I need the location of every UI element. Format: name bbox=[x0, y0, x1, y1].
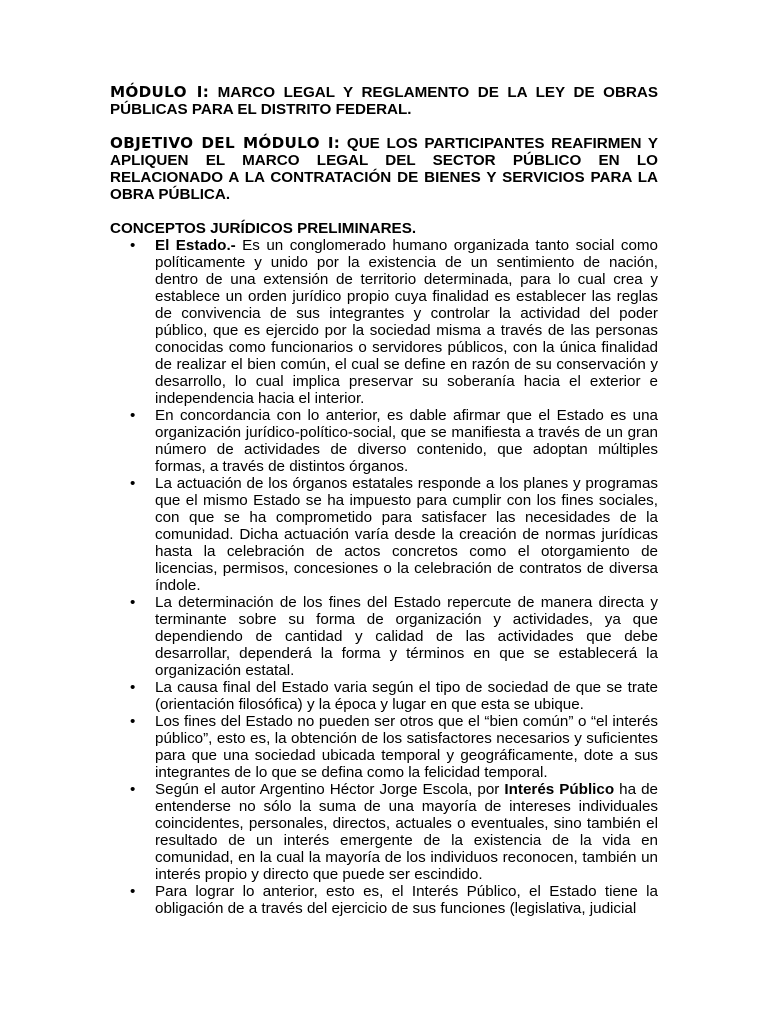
concepts-list bbox=[110, 237, 658, 917]
list-item bbox=[110, 713, 658, 781]
bullet-icon: • bbox=[130, 679, 136, 696]
list-item-bold: Interés Público bbox=[504, 781, 615, 798]
list-item bbox=[110, 237, 658, 407]
objective-label: OBJETIVO DEL MÓDULO I: bbox=[110, 134, 341, 152]
bullet-icon: • bbox=[130, 237, 136, 254]
section-title: CONCEPTOS JURÍDICOS PRELIMINARES. bbox=[110, 220, 417, 237]
list-item bbox=[110, 475, 658, 594]
list-item bbox=[110, 679, 658, 713]
list-item-text: La causa final del Estado varia según el tipo de sociedad de que se trate (orientación filosófica) y la época y lugar en que esta se ubique. bbox=[155, 679, 658, 713]
module-heading bbox=[110, 84, 658, 118]
list-item-text: Los fines del Estado no pueden ser otros que el “bien común” o “el interés público”, esto es, la obtención de los satisfactores necesarios y suficientes para que una sociedad ubicada temporal y geográficamente, dote a sus integrantes de lo que se defina como la felicidad temporal. bbox=[155, 713, 658, 781]
list-item bbox=[110, 883, 658, 917]
module-title: MARCO LEGAL Y REGLAMENTO DE LA LEY DE OBRAS PÚBLICAS PARA EL DISTRITO FEDERAL. bbox=[110, 84, 658, 118]
bullet-icon: • bbox=[130, 883, 136, 900]
bullet-icon: • bbox=[130, 713, 136, 730]
list-item bbox=[110, 781, 658, 883]
bullet-icon: • bbox=[130, 781, 136, 798]
bullet-icon: • bbox=[130, 475, 136, 492]
objective-heading bbox=[110, 135, 658, 203]
list-item-text: En concordancia con lo anterior, es dable afirmar que el Estado es una organización jurídico-político-social, que se manifiesta a través de un gran número de actividades de diverso contenido, que adoptan múltiples formas, a través de distintos órganos. bbox=[155, 407, 658, 475]
list-item-text: Es un conglomerado humano organizada tanto social como políticamente y unido por la existencia de un sentimiento de nación, dentro de una extensión de territorio determinada, para lo cual crea y establece un orden jurídico propio cuya finalidad es establecer las reglas de convivencia de sus integrantes y controlar la actividad del poder público, que es ejercido por la sociedad misma a través de las personas conocidas como funcionarios o servidores públicos, con la única finalidad de realizar el bien común, el cual se define en razón de su conservación y desarrollo, lo cual implica preservar su soberanía hacia el exterior e independencia hacia el interior. bbox=[155, 237, 658, 407]
list-item-text: Para lograr lo anterior, esto es, el Interés Público, el Estado tiene la obligación de a través del ejercicio de sus funciones (legislativa, judicial bbox=[155, 883, 658, 917]
bullet-icon: • bbox=[130, 407, 136, 424]
bullet-icon: • bbox=[130, 594, 136, 611]
list-item bbox=[110, 594, 658, 679]
list-item-bold: El Estado.- bbox=[155, 237, 236, 254]
list-item bbox=[110, 407, 658, 475]
document-page bbox=[110, 84, 658, 917]
list-item-text: La actuación de los órganos estatales responde a los planes y programas que el mismo Estado se ha impuesto para cumplir con los fines sociales, con que se ha comprometido para satisfacer las necesidades de la comunidad. Dicha actuación varía desde la creación de normas jurídicas hasta la celebración de actos concretos como el otorgamiento de licencias, permisos, concesiones o la celebración de contratos de diversa índole. bbox=[155, 475, 658, 594]
list-item-text: La determinación de los fines del Estado repercute de manera directa y terminante sobre su forma de organización y actividades, ya que dependiendo de cantidad y calidad de las actividades que debe desarrollar, dependerá la forma y términos en que se establecerá la organización estatal. bbox=[155, 594, 658, 679]
module-label: MÓDULO I: bbox=[110, 83, 210, 101]
list-item-text-before: Según el autor Argentino Héctor Jorge Escola, por bbox=[155, 781, 505, 798]
list-item-text: ha de entenderse no sólo la suma de una mayoría de intereses individuales coincidentes, personales, directos, actuales o eventuales, sino también el resultado de un interés emergente de la existencia de la vida en comunidad, en la cual la mayoría de los individuos reconocen, también un interés propio y directo que puede ser escindido. bbox=[155, 781, 658, 883]
objective-text: QUE LOS PARTICIPANTES REAFIRMEN Y APLIQUEN EL MARCO LEGAL DEL SECTOR PÚBLICO EN LO RELACIONADO A LA CONTRATACIÓN DE BIENES Y SERVICIOS PARA LA OBRA PÚBLICA. bbox=[110, 135, 658, 203]
